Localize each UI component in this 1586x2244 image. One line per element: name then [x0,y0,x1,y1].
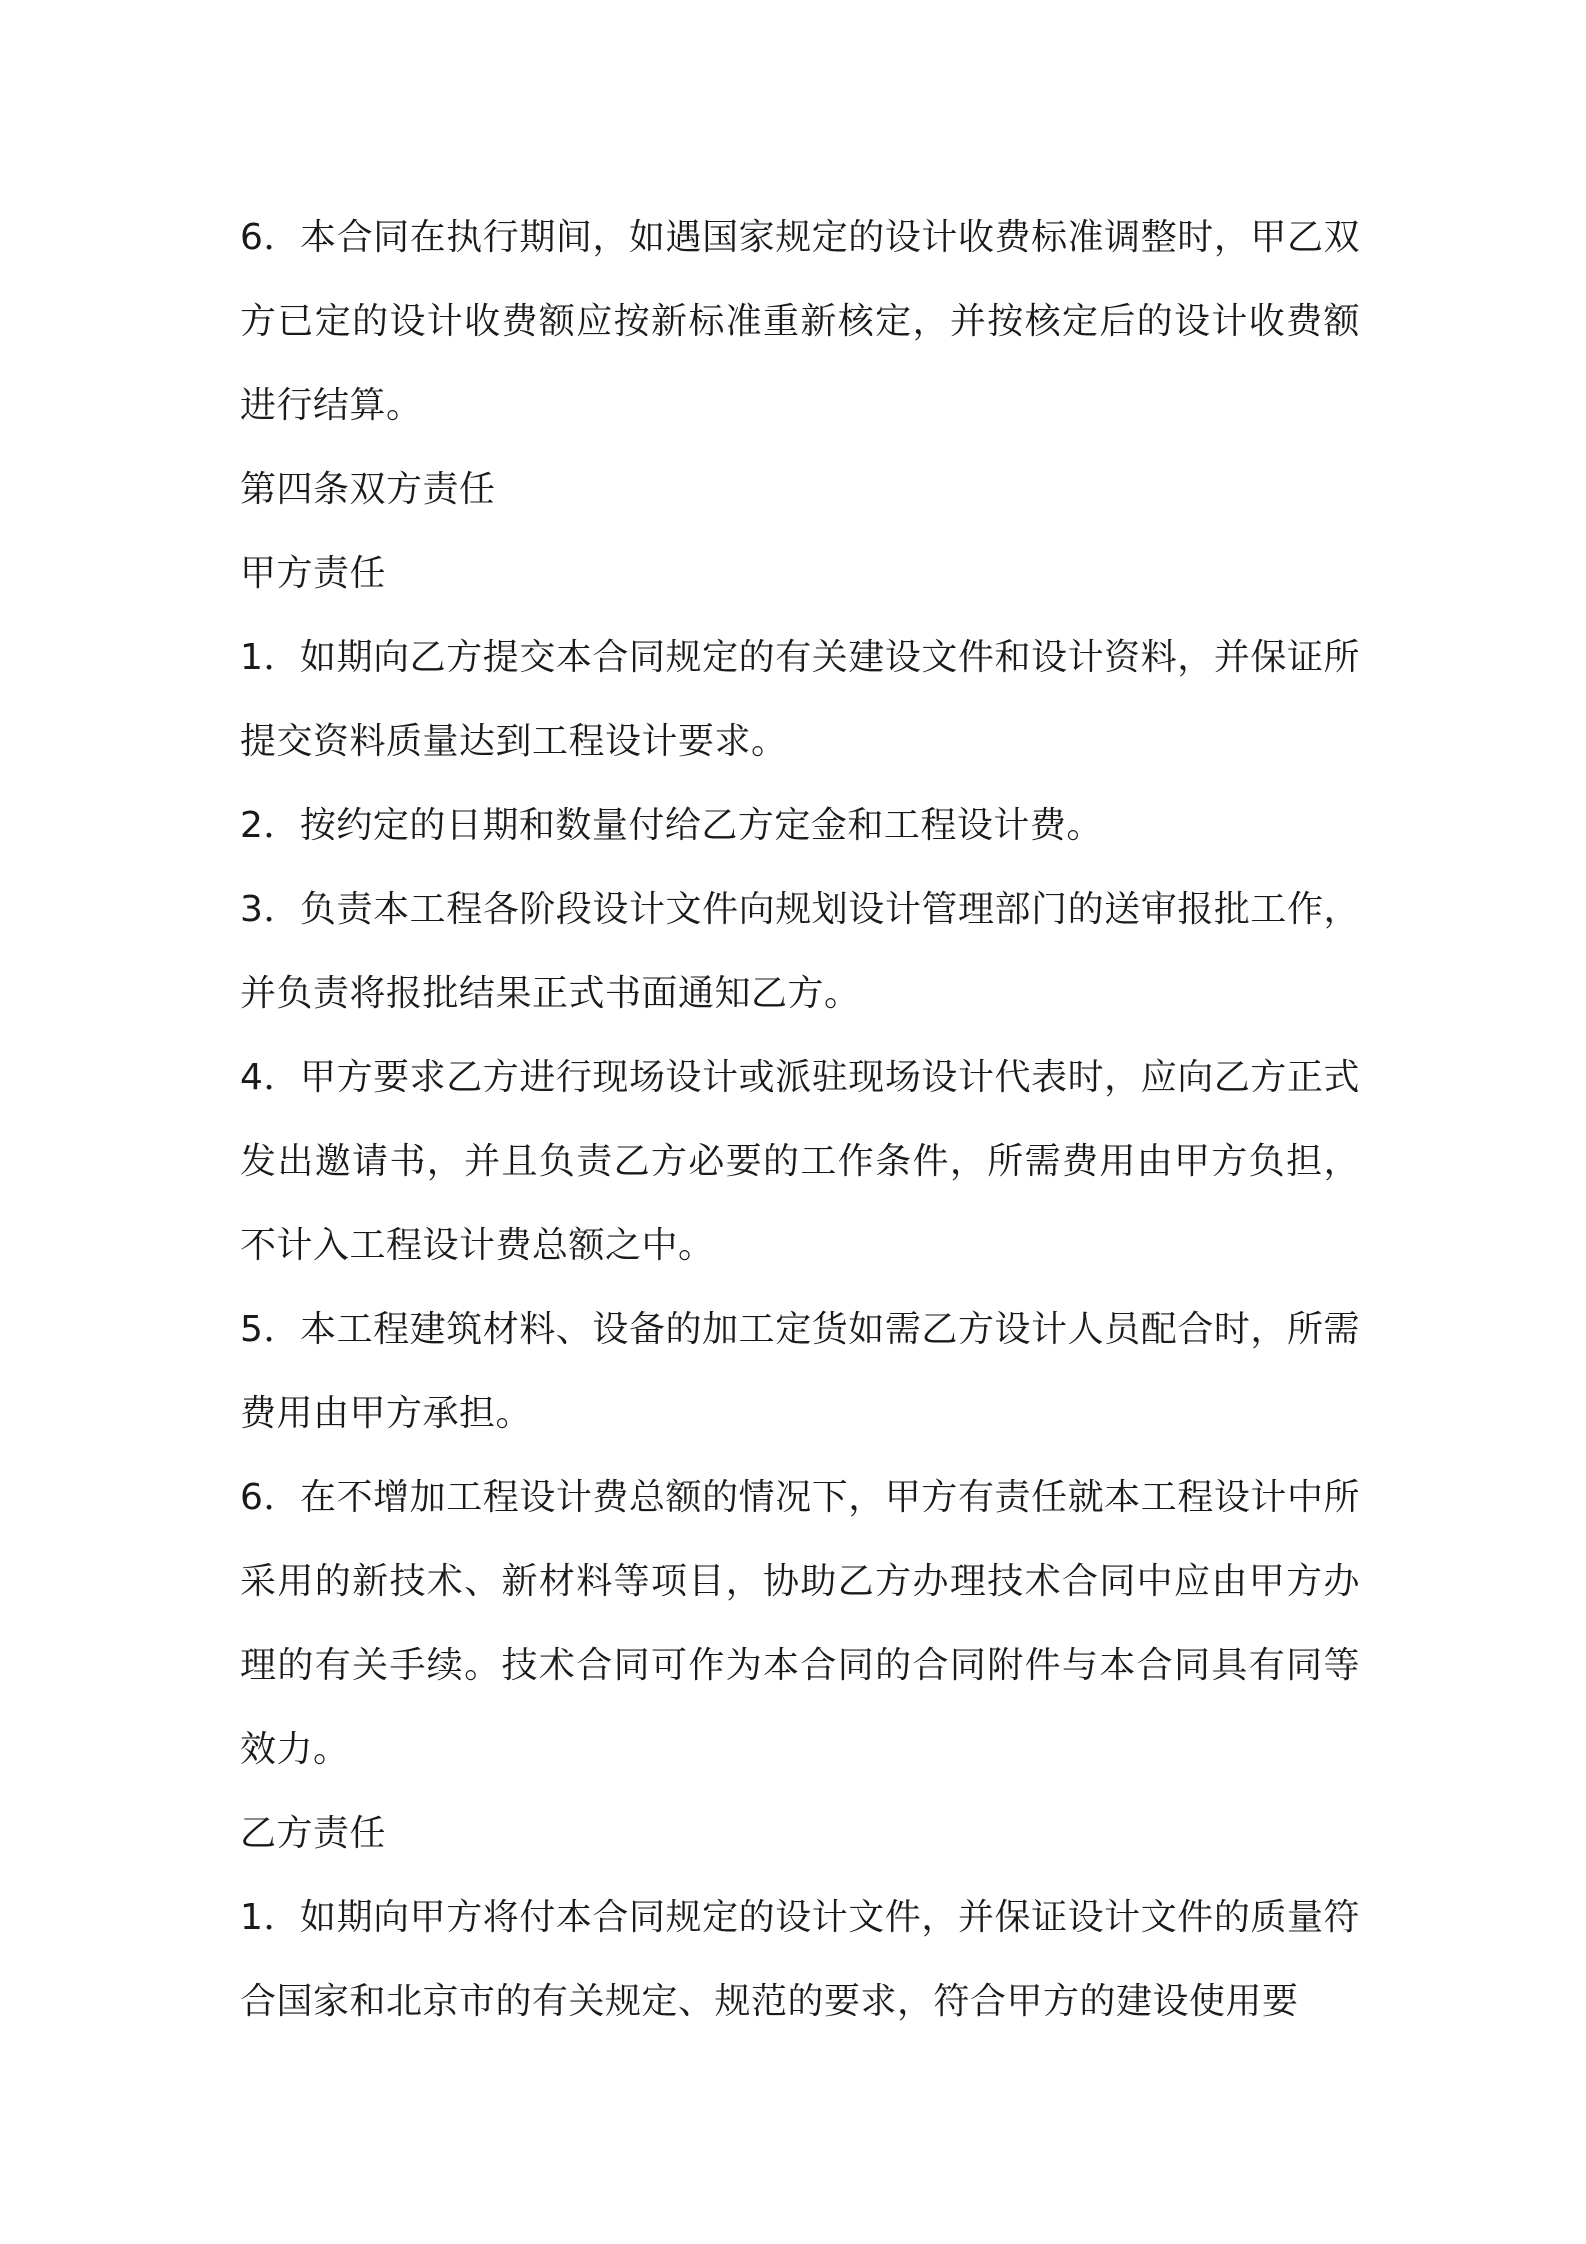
party-b-heading: 乙方责任 [240,1813,387,1854]
party-b-item-1: 1．如期向甲方将付本合同规定的设计文件，并保证设计文件的质量符合国家和北京市的有关规定、规范的要求，符合甲方的建设使用要 [240,1897,1360,2022]
party-a-item-3: 3．负责本工程各阶段设计文件向规划设计管理部门的送审报批工作，并负责将报批结果正式书面通知乙方。 [240,889,1360,1014]
party-a-item-5: 5．本工程建筑材料、设备的加工定货如需乙方设计人员配合时，所需费用由甲方承担。 [240,1309,1360,1434]
party-a-item-1: 1．如期向乙方提交本合同规定的有关建设文件和设计资料，并保证所提交资料质量达到工程设计要求。 [240,637,1360,762]
document-body [240,196,1360,2044]
party-a-item-6: 6．在不增加工程设计费总额的情况下，甲方有责任就本工程设计中所采用的新技术、新材料等项目，协助乙方办理技术合同中应由甲方办理的有关手续。技术合同可作为本合同的合同附件与本合同具有同等效力。 [240,1477,1360,1770]
clause-3-6-fee-adjustment: 6．本合同在执行期间，如遇国家规定的设计收费标准调整时，甲乙双方已定的设计收费额应按新标准重新核定，并按核定后的设计收费额进行结算。 [240,217,1360,426]
article-4-heading: 第四条双方责任 [240,469,496,510]
party-a-item-2: 2．按约定的日期和数量付给乙方定金和工程设计费。 [240,805,1103,846]
party-a-heading: 甲方责任 [240,553,387,594]
party-a-item-4: 4．甲方要求乙方进行现场设计或派驻现场设计代表时，应向乙方正式发出邀请书，并且负责乙方必要的工作条件，所需费用由甲方负担，不计入工程设计费总额之中。 [240,1057,1360,1266]
